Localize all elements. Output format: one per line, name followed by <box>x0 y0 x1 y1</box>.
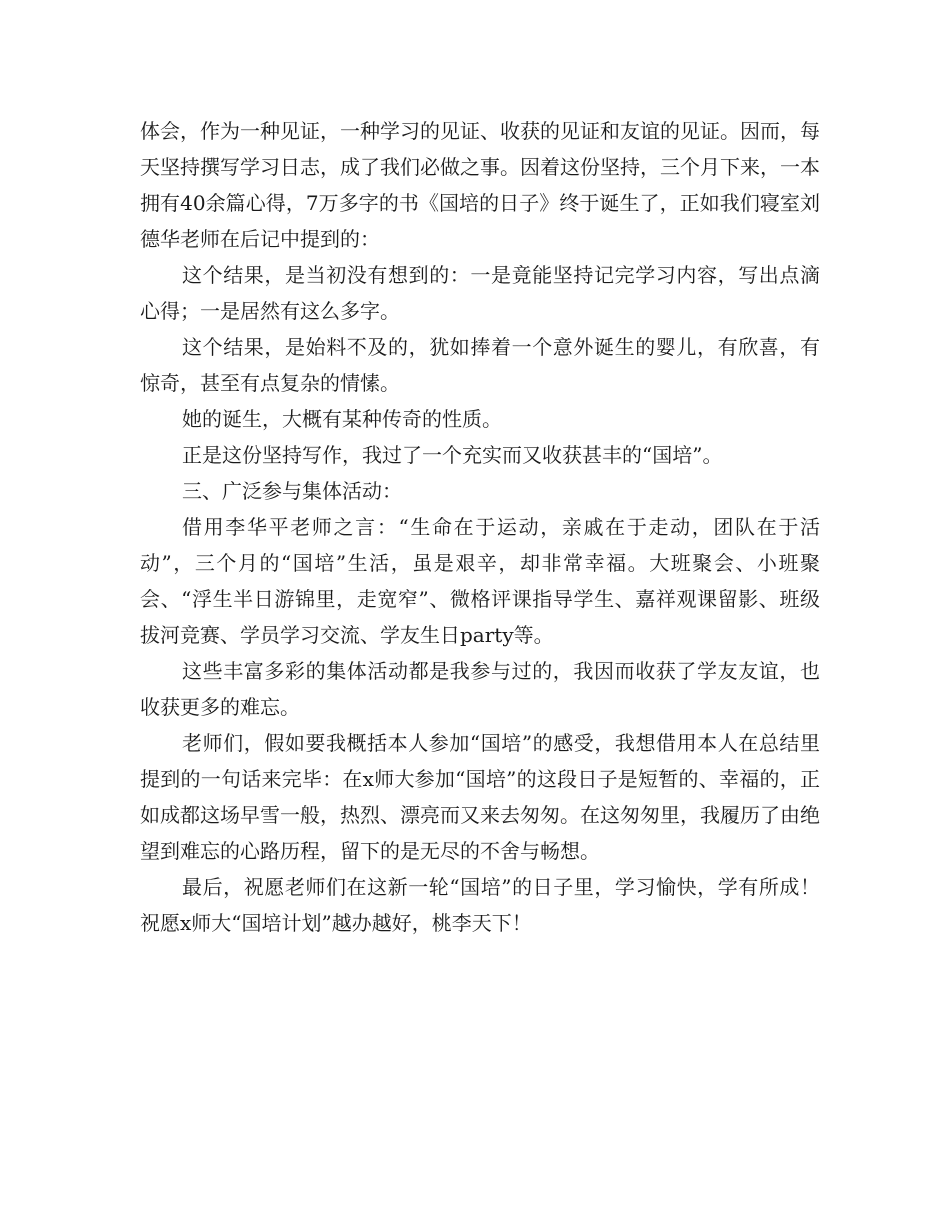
paragraph-2: 这个结果，是当初没有想到的：一是竟能坚持记完学习内容，写出点滴心得；一是居然有这么多字。 <box>140 263 820 323</box>
document-body <box>140 113 820 941</box>
paragraph-4: 她的诞生，大概有某种传奇的性质。 <box>182 407 502 431</box>
paragraph-5: 正是这份坚持写作，我过了一个充实而又收获甚丰的“国培”。 <box>182 443 723 467</box>
paragraph-9: 老师们，假如要我概括本人参加“国培”的感受，我想借用本人在总结里提到的一句话来完毕：在x师大参加“国培”的这段日子是短暂的、幸福的，正如成都这场早雪一般，热烈、漂亮而又来去匆匆。在这匆匆里，我履历了由绝望到难忘的心路历程，留下的是无尽的不舍与畅想。 <box>140 731 820 863</box>
section-heading-3: 三、广泛参与集体活动： <box>182 479 402 503</box>
paragraph-3: 这个结果，是始料不及的，犹如捧着一个意外诞生的婴儿，有欣喜，有惊奇，甚至有点复杂的情愫。 <box>140 335 820 395</box>
paragraph-8: 这些丰富多彩的集体活动都是我参与过的，我因而收获了学友友谊，也收获更多的难忘。 <box>140 659 820 719</box>
paragraph-1: 体会，作为一种见证，一种学习的见证、收获的见证和友谊的见证。因而，每天坚持撰写学习日志，成了我们必做之事。因着这份坚持，三个月下来，一本拥有40余篇心得，7万多字的书《国培的日子》终于诞生了，正如我们寝室刘德华老师在后记中提到的： <box>140 119 820 251</box>
paragraph-7: 借用李华平老师之言：“生命在于运动，亲戚在于走动，团队在于活动”，三个月的“国培”生活，虽是艰辛，却非常幸福。大班聚会、小班聚会、“浮生半日游锦里，走宽窄”、微格评课指导学生、嘉祥观课留影、班级拔河竞赛、学员学习交流、学友生日party等。 <box>140 515 820 647</box>
paragraph-10: 最后，祝愿老师们在这新一轮“国培”的日子里，学习愉快，学有所成！祝愿x师大“国培计划”越办越好，桃李天下！ <box>140 875 820 935</box>
